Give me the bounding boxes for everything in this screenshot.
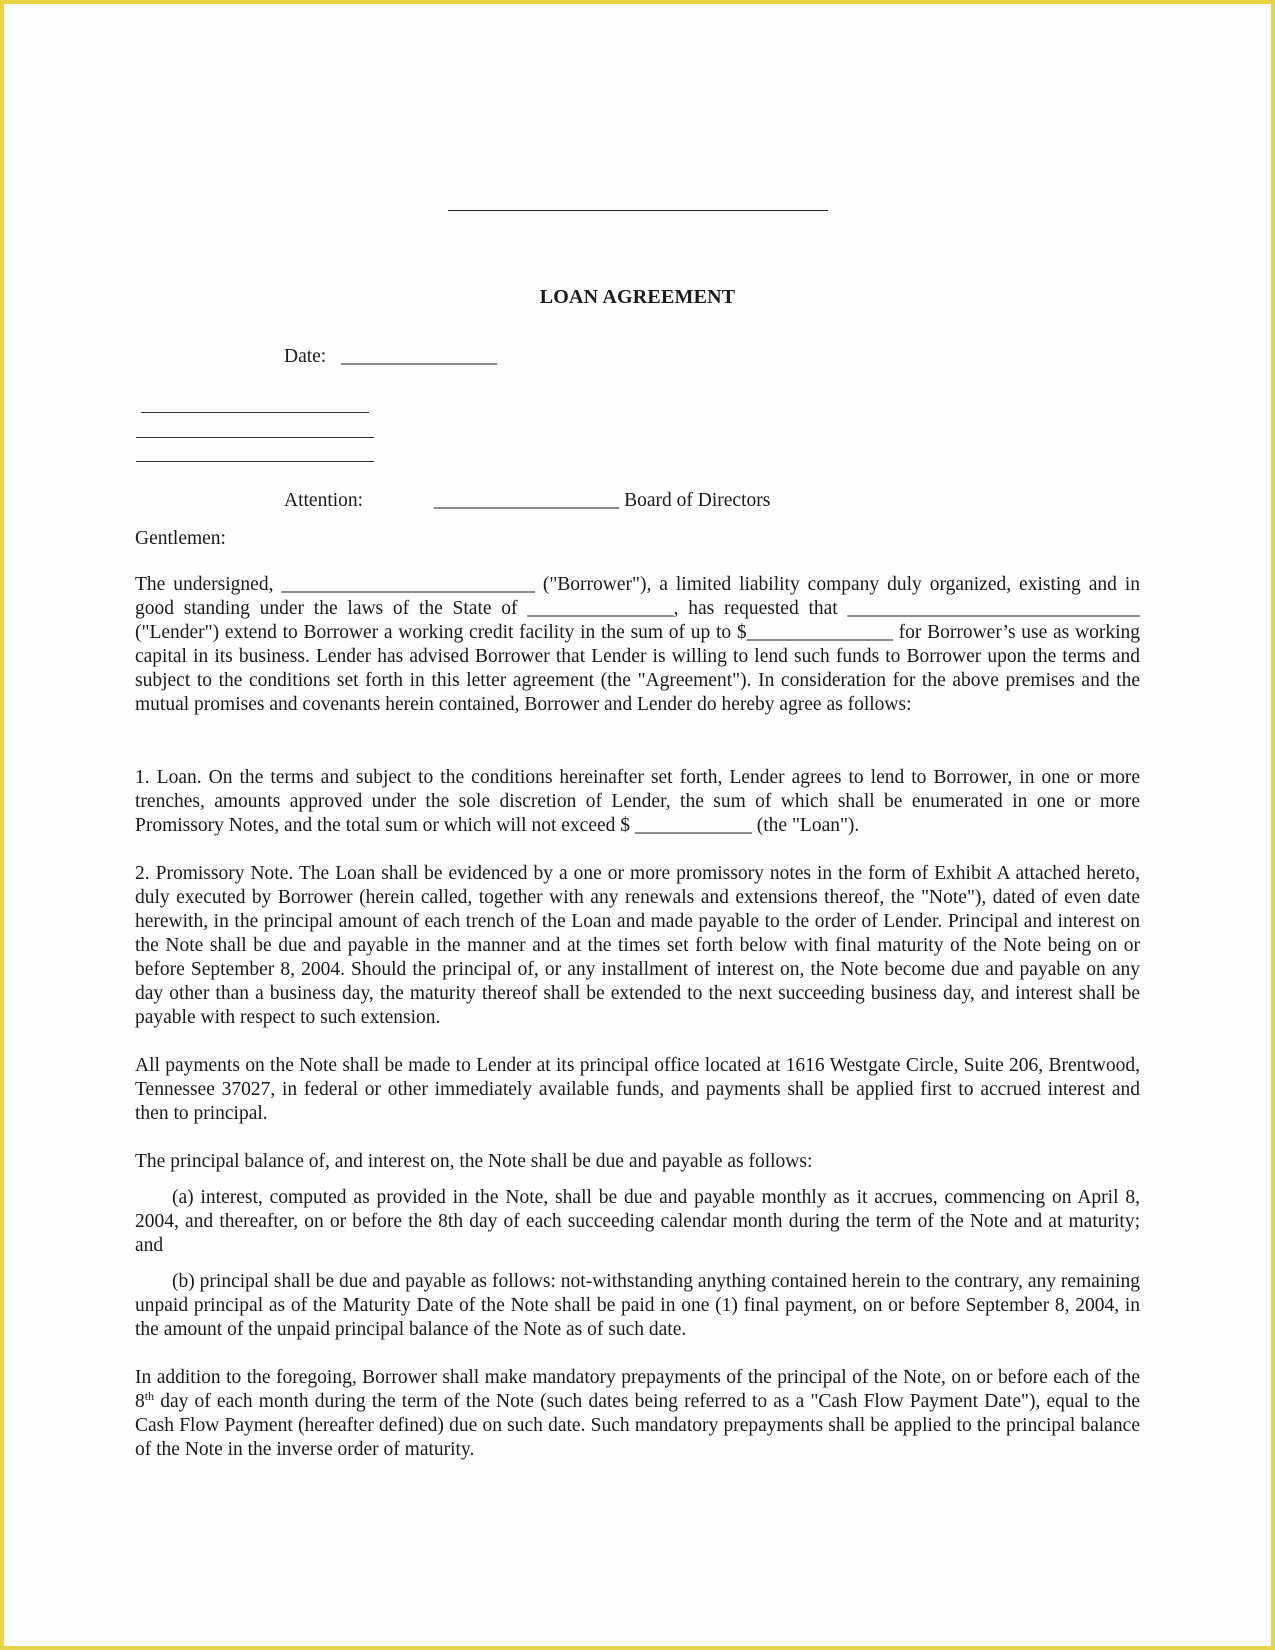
intro-paragraph: The undersigned, __________________________ ("Borrower"), a limited liability company duly organized, existing and in good standing under the laws of the State of _______________, has requested that ______________________________ ("Lender") extend to Borrower a working credit facility in the sum of up to $_______________ for Borrower’s use as working capital in its business. Lender has advised Borrower that Lender is willing to lend such funds to Borrower upon the terms and subject to the conditions set forth in this letter agreement (the "Agreement"). In consideration for the above premises and the mutual promises and covenants herein contained, Borrower and Lender do hereby agree as follows: [135, 574, 1140, 715]
balance-paragraph: The principal balance of, and interest on, the Note shall be due and payable as follows: [135, 1151, 813, 1172]
salutation: Gentlemen: [135, 528, 226, 549]
prepayments-paragraph [135, 1366, 1140, 1462]
prepayments-text-end: day of each month during the term of the Note (such dates being referred to as a "Cash Flow Payment Date"), equal to the Cash Flow Payment (hereafter defined) due on such date. Such mandatory prepayments shall be applied to the principal balance of the Note in the inverse order of maturity. [135, 1391, 1140, 1460]
date-label: Date: [284, 346, 327, 367]
ordinal-superscript: th [144, 1389, 155, 1403]
address-line-2 [136, 437, 374, 438]
address-line-1 [141, 412, 369, 413]
prepayments-text-start: In addition to the foregoing, Borrower shall make mandatory prepayments of the principal of the Note, on or before each of the 8 [135, 1367, 1140, 1412]
attention-label: Attention: [284, 490, 364, 511]
item-a-paragraph: (a) interest, computed as provided in the Note, shall be due and payable monthly as it accrues, commencing on April 8, 2004, and thereafter, on or before the 8th day of each succeeding calendar month during the term of the Note and at maturity; and [135, 1187, 1140, 1256]
address-line-3 [136, 461, 374, 462]
payments-paragraph: All payments on the Note shall be made to Lender at its principal office located at 1616 Westgate Circle, Suite 206, Brentwood, Tennessee 37027, in federal or other immediately available funds, and payments shall be applied first to accrued interest and then to principal. [135, 1055, 1140, 1124]
attention-value: ___________________ Board of Directors [434, 490, 771, 511]
document-title: LOAN AGREEMENT [539, 286, 736, 308]
item-b-paragraph: (b) principal shall be due and payable as follows: not-withstanding anything contained herein to the contrary, any remaining unpaid principal as of the Maturity Date of the Note shall be paid in one (1) final payment, on or before September 8, 2004, in the amount of the unpaid principal balance of the Note as of such date. [135, 1271, 1140, 1340]
loan-paragraph: 1. Loan. On the terms and subject to the conditions hereinafter set forth, Lender agrees to lend to Borrower, in one or more trenches, amounts approved under the sole discretion of Lender, the sum of which shall be enumerated in one or more Promissory Notes, and the total sum or which will not exceed $ ____________ (the "Loan"). [135, 767, 1140, 836]
date-blank: ________________ [341, 346, 497, 367]
top-signature-line [448, 210, 828, 211]
promissory-note-paragraph: 2. Promissory Note. The Loan shall be evidenced by a one or more promissory notes in the form of Exhibit A attached hereto, duly executed by Borrower (herein called, together with any renewals and extensions thereof, the "Note"), dated of even date herewith, in the principal amount of each trench of the Loan and made payable to the order of Lender. Principal and interest on the Note shall be due and payable in the manner and at the times set forth below with final maturity of the Note being on or before September 8, 2004. Should the principal of, or any installment of interest on, the Note become due and payable on any day other than a business day, the maturity thereof shall be extended to the next succeeding business day, and interest shall be payable with respect to such extension. [135, 863, 1140, 1028]
